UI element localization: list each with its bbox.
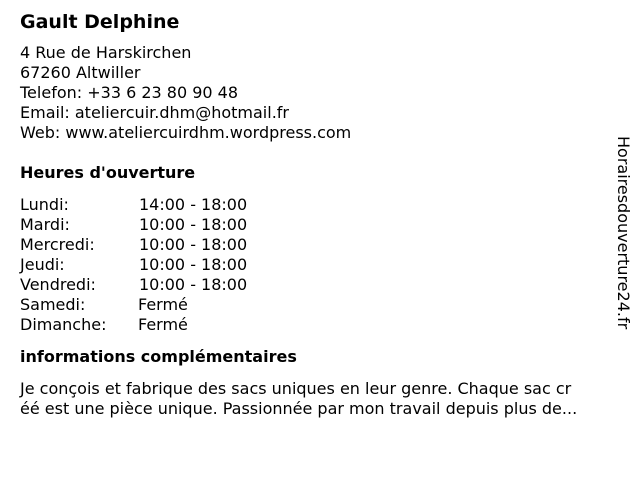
info-line-2: éé est une pièce unique. Passionnée par mon travail depuis plus de... [20,399,578,418]
hours-row-friday [20,275,247,295]
info-line-1: Je conçois et fabrique des sacs uniques en leur genre. Chaque sac cr [20,379,572,398]
day-label: Lundi: [20,195,69,214]
hours-row-monday [20,195,247,215]
day-hours: Fermé [138,295,188,314]
additional-info-heading: informations complémentaires [20,347,297,366]
day-label: Samedi: [20,295,86,314]
site-watermark: Horairesdouverture24.fr [614,136,633,330]
phone-line: Telefon: +33 6 23 80 90 48 [20,83,239,102]
day-hours: 10:00 - 18:00 [139,235,248,254]
day-label: Jeudi: [20,255,65,274]
day-label: Mercredi: [20,235,95,254]
hours-row-tuesday [20,215,247,235]
business-name: Gault Delphine [20,11,180,33]
day-hours: 10:00 - 18:00 [139,215,248,234]
day-label: Dimanche: [20,315,107,334]
opening-hours-table [20,195,247,335]
day-hours: 14:00 - 18:00 [139,195,248,214]
opening-hours-heading: Heures d'ouverture [20,163,196,182]
hours-row-wednesday [20,235,247,255]
address-line-2: 67260 Altwiller [20,63,141,82]
hours-row-thursday [20,255,247,275]
additional-info-text [20,379,623,419]
contact-block [20,43,620,143]
day-hours: 10:00 - 18:00 [139,275,248,294]
web-line: Web: www.ateliercuirdhm.wordpress.com [20,123,352,142]
email-line: Email: ateliercuir.dhm@hotmail.fr [20,103,289,122]
address-line-1: 4 Rue de Harskirchen [20,43,192,62]
day-hours: Fermé [138,315,188,334]
day-label: Vendredi: [20,275,96,294]
business-card [20,10,620,419]
day-label: Mardi: [20,215,70,234]
day-hours: 10:00 - 18:00 [139,255,248,274]
hours-row-saturday [20,295,247,315]
hours-row-sunday [20,315,247,335]
